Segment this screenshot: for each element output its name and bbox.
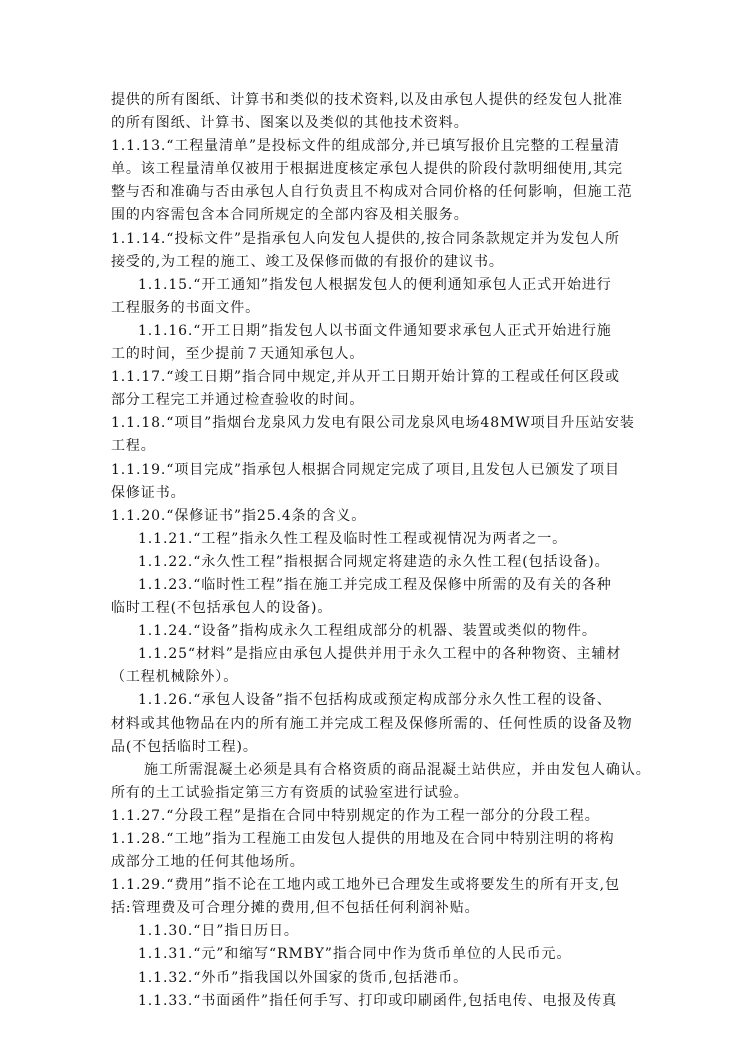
contract-text-body [111,89,651,1013]
text-line: 1.1.31.“元”和缩写“RMBY”指合同中作为货币单位的人民币元。 [138,946,572,963]
text-line: 括:管理费及可合理分摊的费用,但不包括任何利润补贴。 [111,900,480,917]
text-line: 1.1.20.“保修证书”指25.4条的含义。 [111,507,367,524]
text-line: 1.1.17.“竣工日期”指合同中规定,并从开工日期开始计算的工程或任何区段或 [111,369,620,386]
text-line: 工程服务的书面文件。 [111,299,260,316]
text-line: 1.1.13.“工程量清单”是投标文件的组成部分,并已填写报价且完整的工程量清 [111,138,620,155]
text-line: 单。该工程量清单仅被用于根据进度核定承包人提供的阶段付款明细使用,其完 [111,161,623,178]
text-line: 的所有图纸、计算书、图案以及类似的其他技术资料。 [111,115,469,132]
text-line: 提供的所有图纸、计算书和类似的技术资料,以及由承包人提供的经发包人批准 [111,92,623,108]
text-line: 1.1.33.“书面函件”指任何手写、打印或印刷函件,包括电传、电报及传真 [138,992,618,1009]
text-line: 1.1.22.“永久性工程”指根据合同规定将建造的永久性工程(包括设备)。 [138,553,610,570]
text-line: 1.1.30.“日”指日历日。 [138,923,299,940]
text-line: 1.1.16.“开工日期”指发包人以书面文件通知要求承包人正式开始进行施 [138,322,612,339]
text-line: 1.1.29.“费用”指不论在工地内或工地外已合理发生或将要发生的所有开支,包 [111,877,620,894]
text-line: 施工所需混凝土必须是具有合格资质的商品混凝土站供应，并由发包人确认。 [144,761,651,778]
text-line: 整与否和准确与否由承包人自行负责且不构成对合同价格的任何影响，但施工范 [111,184,633,201]
text-line: 围的内容需包含本合同所规定的全部内容及相关服务。 [111,207,469,224]
text-line: 成部分工地的任何其他场所。 [111,854,305,871]
text-line: 材料或其他物品在内的所有施工并完成工程及保修所需的、任何性质的设备及物 [111,715,633,732]
text-line: 1.1.18.“项目”指烟台龙泉风力发电有限公司龙泉风电场48MW项目升压站安装 [111,415,635,432]
text-line: （工程机械除外）。 [111,669,239,686]
text-line: 1.1.24.“设备”指构成永久工程组成部分的机器、装置或类似的物件。 [138,623,597,640]
text-line: 1.1.23.“临时性工程”指在施工并完成工程及保修中所需的及有关的各种 [138,576,612,593]
text-line: 工的时间，至少提前７天通知承包人。 [111,346,365,363]
text-line: 1.1.28.“工地”指为工程施工由发包人提供的用地及在合同中特别注明的将构 [111,831,615,847]
text-line: 1.1.21.“工程”指永久性工程及临时性工程或视情况为两者之一。 [138,530,567,547]
text-line: 临时工程(不包括承包人的设备)。 [111,600,333,617]
text-line: 1.1.15.“开工通知”指发包人根据发包人的便利通知承包人正式开始进行 [138,276,612,293]
text-line: 工程。 [111,438,156,455]
text-line: 部分工程完工并通过检查验收的时间。 [111,392,365,409]
text-line: 所有的土工试验指定第三方有资质的试验室进行试验。 [111,784,469,801]
text-line: 保修证书。 [111,484,186,501]
text-line: 1.1.26.“承包人设备”指不包括构成或预定构成部分永久性工程的设备、 [138,692,612,709]
text-line: 1.1.19.“项目完成”指承包人根据合同规定完成了项目,且发包人已颁发了项目 [111,461,620,478]
text-line: 品(不包括临时工程)。 [111,738,258,755]
text-line: 1.1.27.“分段工程”是指在合同中特别规定的作为工程一部分的分段工程。 [111,807,600,824]
text-line: 1.1.32.“外币”指我国以外国家的货币,包括港币。 [138,969,469,986]
text-line: 接受的,为工程的施工、竣工及保修而做的有报价的建议书。 [111,253,504,270]
text-line: 1.1.14.“投标文件”是指承包人向发包人提供的,按合同条款规定并为发包人所 [111,230,620,247]
text-line: 1.1.25“材料”是指应由承包人提供并用于永久工程中的各种物资、主辅材 [138,646,622,663]
